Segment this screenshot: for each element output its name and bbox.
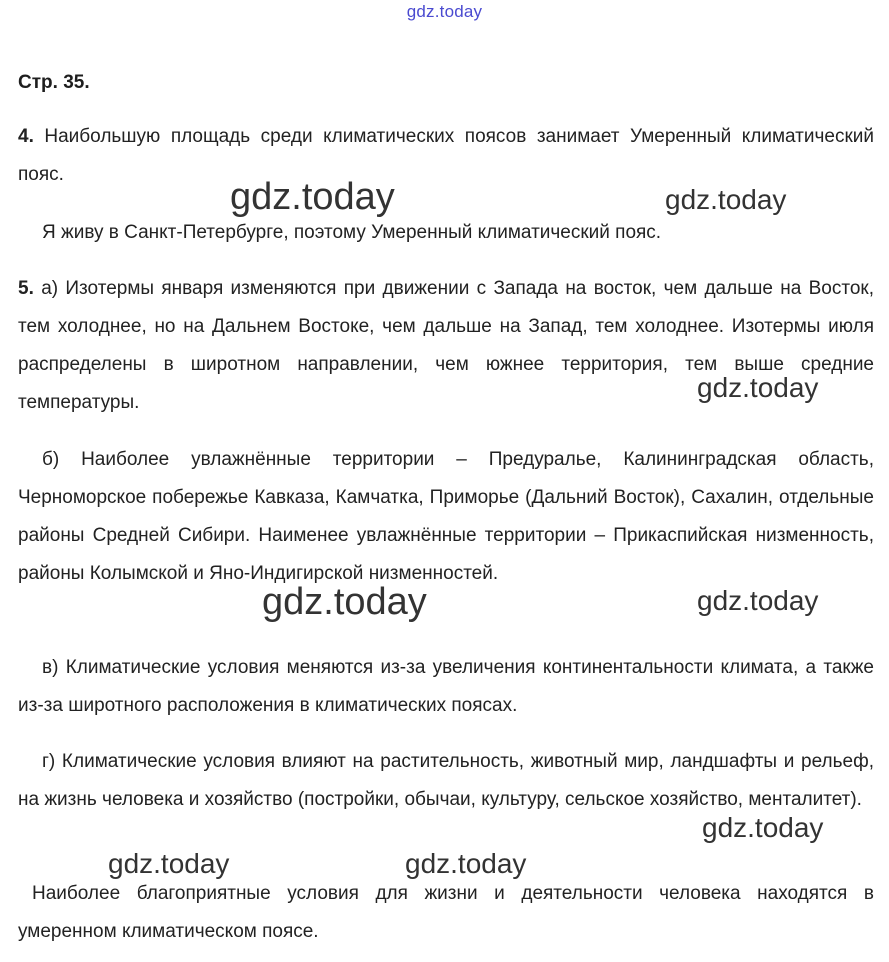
- task-5-number: 5.: [18, 278, 34, 299]
- task-5-paragraph-c: в) Климатические условия меняются из-за увеличения континентальности климата, а также из-за широтного расположения в климатических поясах.: [18, 657, 874, 716]
- task-4-text: Наибольшую площадь среди климатических поясов занимает Умеренный климатический пояс.: [18, 126, 874, 185]
- task-5-paragraph-conclusion: Наиболее благоприятные условия для жизни и деятельности человека находятся в умеренном климатическом поясе.: [18, 883, 874, 942]
- page-label: Стр. 35.: [18, 72, 90, 93]
- watermark-4: gdz.today: [262, 581, 427, 623]
- watermark-6: gdz.today: [702, 812, 824, 843]
- watermark-2: gdz.today: [665, 184, 787, 215]
- watermark-1: gdz.today: [230, 176, 395, 218]
- site-watermark-top: gdz.today: [406, 2, 483, 21]
- watermark-8: gdz.today: [405, 848, 527, 879]
- watermark-7: gdz.today: [108, 848, 230, 879]
- task-4-paragraph-2: Я живу в Санкт-Петербурге, поэтому Умеренный климатический пояс.: [42, 222, 662, 243]
- task-5-paragraph-b: б) Наиболее увлажнённые территории – Предуралье, Калининградская область, Черноморское побережье Кавказа, Камчатка, Приморье (Дальний Восток), Сахалин, отдельные районы Средней Сибири. Наименее увлажнённые территории – Прикаспийская низменность, районы Колымской и Яно-Индигирской низменностей.: [18, 449, 874, 584]
- task-4-number: 4.: [18, 126, 34, 147]
- task-5-paragraph-d: г) Климатические условия влияют на растительность, животный мир, ландшафты и рельеф, на жизнь человека и хозяйство (постройки, обычаи, культуру, сельское хозяйство, менталитет).: [18, 751, 874, 810]
- task-4-paragraph-1: [18, 118, 874, 194]
- watermark-3: gdz.today: [697, 372, 819, 403]
- watermark-5: gdz.today: [697, 585, 819, 616]
- task-5a-text: а) Изотермы января изменяются при движении с Запада на восток, чем дальше на Восток, тем холоднее, но на Дальнем Востоке, чем дальше на Запад, тем холоднее. Изотермы июля распределены в широтном направлении, чем южнее территория, тем выше средние температуры.: [18, 278, 874, 413]
- task-5-paragraph-a: [18, 270, 874, 422]
